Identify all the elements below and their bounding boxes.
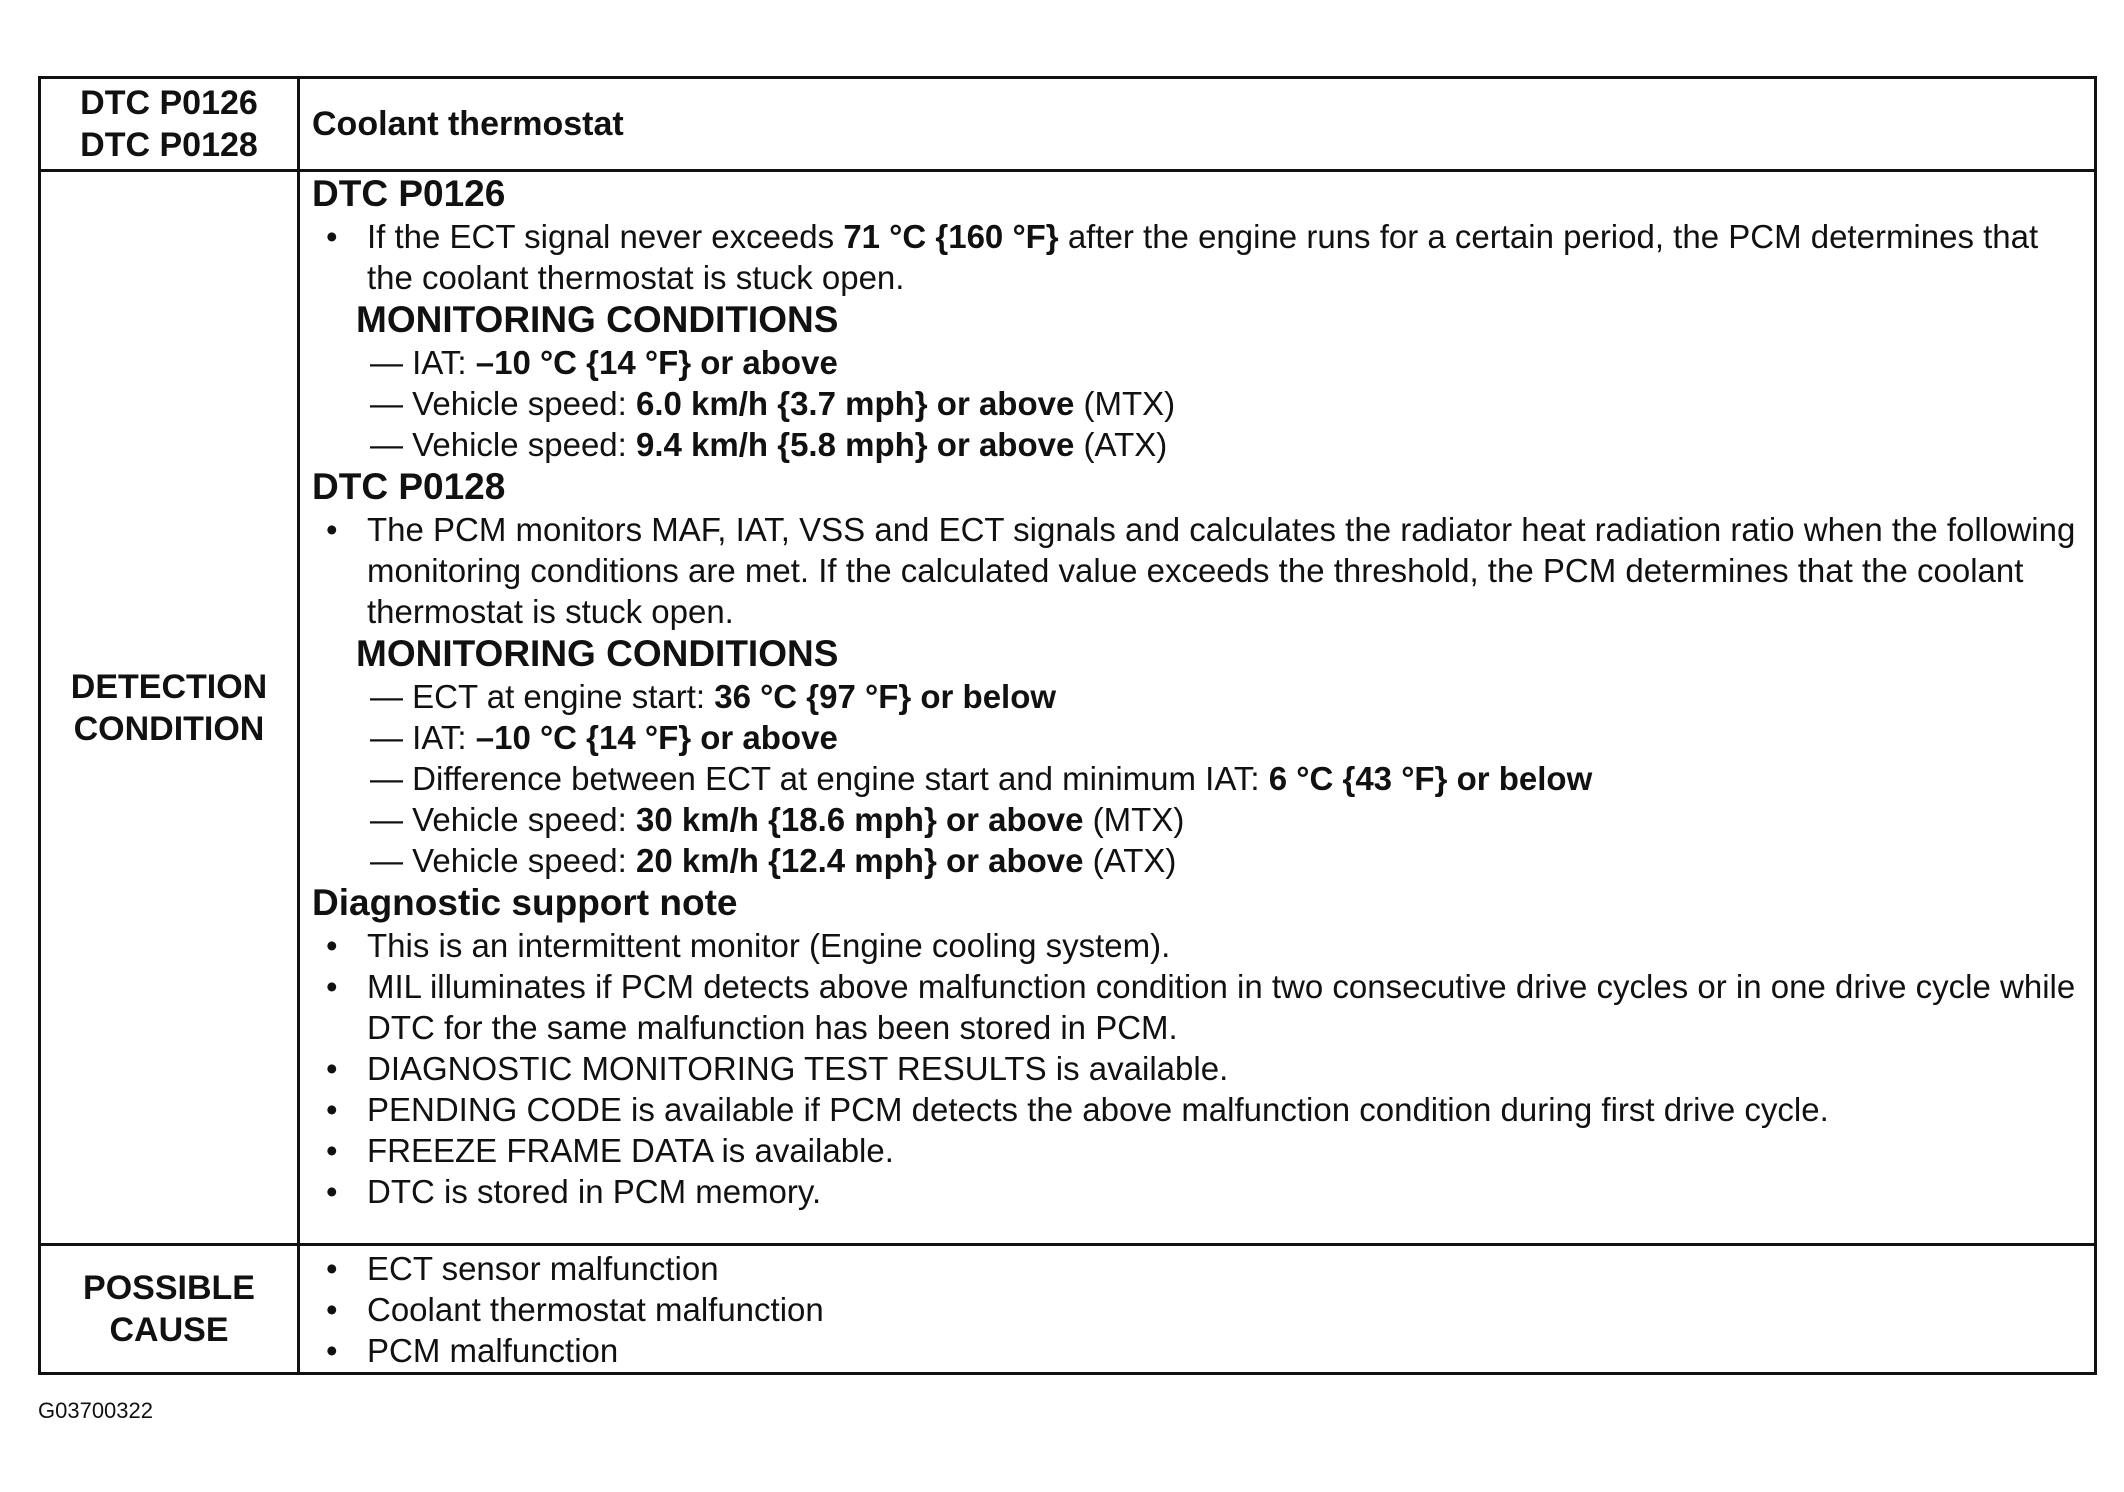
condition-value: 6.0 km/h {3.7 mph} or above [636,385,1075,422]
possible-cause-text: ECT sensor malfunction [367,1250,719,1287]
condition-value: 30 km/h {18.6 mph} or above [636,801,1084,838]
p0126-condition [312,424,2080,465]
possible-cause-content-cell [300,1246,2094,1372]
bullet-glyph: • [326,1132,338,1169]
support-note-item [312,1089,2080,1130]
bullet-glyph: • [326,968,338,1005]
support-note-item [312,1048,2080,1089]
support-note-text: MIL illuminates if PCM detects above malfunction condition in two consecutive drive cycles or in one drive cycle while DTC for the same malfunction has been stored in PCM. [367,968,2076,1046]
dtc-title: Coolant thermostat [312,104,624,143]
bullet-glyph: • [326,1332,338,1369]
condition-value: 9.4 km/h {5.8 mph} or above [636,426,1075,463]
condition-value: 20 km/h {12.4 mph} or above [636,842,1084,879]
support-note-item [312,925,2080,966]
bullet-glyph: • [326,1050,338,1087]
bullet-glyph: • [326,1173,338,1210]
dtc-code-cell [41,79,300,169]
possible-cause-item [312,1248,2080,1289]
figure-code: G03700322 [38,1398,153,1423]
support-note-item [312,1171,2080,1212]
p0126-condition [312,342,2080,383]
bullet-glyph: • [326,511,338,548]
condition-label: — IAT: [370,719,476,756]
table-row-possible-cause [41,1246,2094,1372]
dtc-table [38,76,2097,1375]
detection-label-line-2: CONDITION [73,709,265,748]
condition-label: — IAT: [370,344,476,381]
detection-content-cell [300,172,2094,1243]
p0126-bullet-text-post: after the engine runs for a certain period, the PCM determines that the coolant thermostat is stuck open. [367,218,2039,296]
condition-value: –10 °C {14 °F} or above [475,719,838,756]
possible-cause-text: Coolant thermostat malfunction [367,1291,824,1328]
bullet-glyph: • [326,927,338,964]
possible-cause-text: PCM malfunction [367,1332,619,1369]
p0126-monitoring-heading: MONITORING CONDITIONS [356,299,839,340]
possible-cause-item [312,1289,2080,1330]
condition-value: 6 °C {43 °F} or below [1268,760,1593,797]
condition-label: — Difference between ECT at engine start and minimum IAT: [370,760,1269,797]
bullet-glyph: • [326,1091,338,1128]
support-note-text: FREEZE FRAME DATA is available. [367,1132,894,1169]
condition-label: — Vehicle speed: [370,842,636,879]
support-note-text: DTC is stored in PCM memory. [367,1173,822,1210]
condition-label: — Vehicle speed: [370,801,636,838]
support-note-text: DIAGNOSTIC MONITORING TEST RESULTS is available. [367,1050,1229,1087]
p0126-bullet [312,216,2080,298]
bullet-glyph: • [326,1291,338,1328]
condition-value: 36 °C {97 °F} or below [714,678,1057,715]
condition-label: — Vehicle speed: [370,385,636,422]
support-note-item [312,966,2080,1048]
detection-label-cell [41,172,300,1243]
bullet-glyph: • [326,1250,338,1287]
dtc-code-p0128: DTC P0128 [80,126,258,164]
p0128-heading: DTC P0128 [312,466,506,507]
p0128-condition [312,676,2080,717]
p0128-condition [312,840,2080,881]
support-note-heading: Diagnostic support note [312,882,738,923]
detection-label-line-1: DETECTION [70,667,268,706]
condition-suffix: (MTX) [1083,801,1185,838]
p0128-condition [312,717,2080,758]
p0126-condition [312,383,2080,424]
p0126-bullet-threshold: 71 °C {160 °F} [843,218,1059,255]
possible-cause-item [312,1330,2080,1371]
condition-suffix: (ATX) [1083,842,1177,879]
table-row-header [41,79,2094,172]
possible-cause-label-line-1: POSSIBLE [83,1269,255,1307]
p0128-monitoring-heading: MONITORING CONDITIONS [356,633,839,674]
bullet-glyph: • [326,218,338,255]
dtc-title-cell [300,79,2094,169]
p0128-condition [312,799,2080,840]
support-note-text: This is an intermittent monitor (Engine cooling system). [367,927,1171,964]
condition-suffix: (MTX) [1074,385,1176,422]
condition-suffix: (ATX) [1074,426,1168,463]
condition-value: –10 °C {14 °F} or above [475,344,838,381]
condition-label: — Vehicle speed: [370,426,636,463]
p0128-bullet [312,509,2080,632]
possible-cause-label-cell [41,1246,300,1372]
table-row-detection [41,172,2094,1246]
condition-label: — ECT at engine start: [370,678,715,715]
p0128-bullet-text: The PCM monitors MAF, IAT, VSS and ECT signals and calculates the radiator heat radiation ratio when the following monitoring conditions are met. If the calculated value exceeds the threshold, the PCM determines that the coolant thermostat is stuck open. [367,511,2076,630]
support-note-text: PENDING CODE is available if PCM detects the above malfunction condition during first drive cycle. [367,1091,1829,1128]
p0128-condition [312,758,2080,799]
possible-cause-label-line-2: CAUSE [109,1311,229,1349]
p0126-bullet-text-pre: If the ECT signal never exceeds [367,218,844,255]
dtc-code-p0126: DTC P0126 [80,84,258,122]
support-note-item [312,1130,2080,1171]
p0126-heading: DTC P0126 [312,173,506,214]
